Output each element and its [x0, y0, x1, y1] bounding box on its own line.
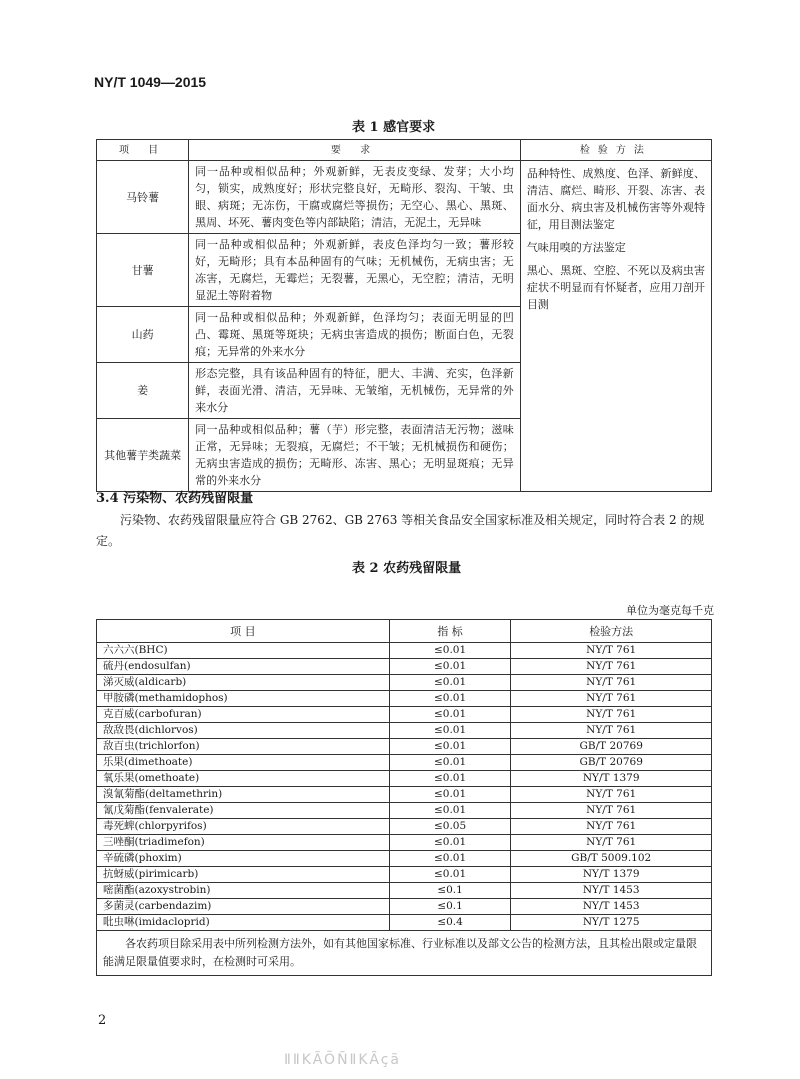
- pesticide-method: GB/T 5009.102: [511, 851, 712, 867]
- pesticide-method: NY/T 761: [511, 819, 712, 835]
- table-row: [97, 899, 712, 915]
- pesticide-method: NY/T 1275: [511, 915, 712, 931]
- pesticide-name: 三唑酮(triadimefon): [97, 835, 390, 851]
- pesticide-limit: ≤0.01: [389, 659, 511, 675]
- t1-requirement: 形态完整，具有该品种固有的特征，肥大、丰满、充实，色泽新鲜，表面光滑、清洁，无异味、无皱缩，无机械伤，无异常的外来水分: [189, 363, 521, 419]
- pesticide-method: NY/T 761: [511, 707, 712, 723]
- table-row: [97, 867, 712, 883]
- table-row: [97, 803, 712, 819]
- pesticide-name: 乐果(dimethoate): [97, 755, 390, 771]
- pesticide-limit: ≤0.01: [389, 787, 511, 803]
- pesticide-method: NY/T 1453: [511, 883, 712, 899]
- pesticide-limit: ≤0.01: [389, 723, 511, 739]
- pesticide-method: NY/T 1453: [511, 899, 712, 915]
- table-row: [97, 707, 712, 723]
- pesticide-limit: ≤0.4: [389, 915, 511, 931]
- pesticide-name: 氰戊菊酯(fenvalerate): [97, 803, 390, 819]
- t1-method-cell: [520, 161, 711, 492]
- pesticide-name: 溴氰菊酯(deltamethrin): [97, 787, 390, 803]
- pesticide-name: 毒死蜱(chlorpyrifos): [97, 819, 390, 835]
- pesticide-limit: ≤0.01: [389, 771, 511, 787]
- table-row: [97, 161, 712, 234]
- table-row: [97, 915, 712, 931]
- table-row: [97, 723, 712, 739]
- table-row: [97, 787, 712, 803]
- t1-method-visual: 品种特性、成熟度、色泽、新鲜度、清洁、腐烂、畸形、开裂、冻害、表面水分、病虫害及机械伤害等外观特征，用目测法鉴定: [526, 167, 705, 231]
- pesticide-method: NY/T 761: [511, 787, 712, 803]
- t1-method-smell: 气味用嗅的方法鉴定: [526, 241, 626, 254]
- t1-requirement: 同一品种或相似品种；外观新鲜，色泽均匀；表面无明显的凹凸、霉斑、黑斑等斑块；无病虫害造成的损伤；断面白色，无裂痕；无异常的外来水分: [189, 307, 521, 363]
- pesticide-method: NY/T 1379: [511, 867, 712, 883]
- t1-item: 马铃薯: [97, 161, 189, 234]
- pesticide-method: NY/T 761: [511, 643, 712, 659]
- pesticide-residue-table: [96, 619, 712, 976]
- pesticide-name: 抗蚜威(pirimicarb): [97, 867, 390, 883]
- t1-item: 姜: [97, 363, 189, 419]
- unit-label: 单位为毫克每千克: [626, 604, 714, 617]
- page-number: 2: [98, 1013, 107, 1028]
- pesticide-limit: ≤0.01: [389, 707, 511, 723]
- pesticide-name: 敌百虫(trichlorfon): [97, 739, 390, 755]
- table-row: [97, 771, 712, 787]
- sensory-requirements-table: [96, 139, 712, 492]
- t2-header-method: 检验方法: [511, 620, 712, 643]
- pesticide-limit: ≤0.05: [389, 819, 511, 835]
- table-row: [97, 691, 712, 707]
- standard-code: NY/T 1049—2015: [94, 74, 207, 90]
- pesticide-limit: ≤0.1: [389, 883, 511, 899]
- t1-header-method: 检验方法: [520, 140, 711, 161]
- pesticide-method: NY/T 761: [511, 659, 712, 675]
- table-note: 各农药项目除采用表中所列检测方法外，如有其他国家标准、行业标准以及部文公告的检测方法，且其检出限或定量限能满足限量值要求时，在检测时可采用。: [97, 931, 712, 976]
- pesticide-limit: ≤0.01: [389, 739, 511, 755]
- table-row: [97, 739, 712, 755]
- t2-header-item: 项 目: [97, 620, 390, 643]
- footer-watermark: ⅡⅡKÃÕÑⅡKÃçã: [284, 1052, 401, 1068]
- pesticide-limit: ≤0.01: [389, 851, 511, 867]
- pesticide-limit: ≤0.01: [389, 835, 511, 851]
- t1-requirement: 同一品种或相似品种；薯（芋）形完整，表面清洁无污物；滋味正常，无异味；无裂痕，无腐烂；不干皱；无机械损伤和硬伤；无病虫害造成的损伤；无畸形、冻害、黑心；无明显斑痕；无异常的外来水分: [189, 419, 521, 492]
- t2-header-limit: 指 标: [389, 620, 511, 643]
- pesticide-name: 吡虫啉(imidacloprid): [97, 915, 390, 931]
- t1-item: 其他薯芋类蔬菜: [97, 419, 189, 492]
- pesticide-limit: ≤0.1: [389, 899, 511, 915]
- pesticide-method: NY/T 761: [511, 803, 712, 819]
- pesticide-limit: ≤0.01: [389, 643, 511, 659]
- pesticide-method: NY/T 761: [511, 835, 712, 851]
- pesticide-method: NY/T 1379: [511, 771, 712, 787]
- table2-caption: 表 2 农药残留限量: [352, 561, 462, 576]
- pesticide-limit: ≤0.01: [389, 803, 511, 819]
- pesticide-name: 氧乐果(omethoate): [97, 771, 390, 787]
- pesticide-limit: ≤0.01: [389, 691, 511, 707]
- t1-item: 甘薯: [97, 234, 189, 307]
- table-note-row: [97, 931, 712, 976]
- pesticide-method: NY/T 761: [511, 691, 712, 707]
- t1-requirement: 同一品种或相似品种；外观新鲜，表皮色泽均匀一致；薯形较好，无畸形；具有本品种固有的气味；无机械伤，无病虫害；无冻害，无腐烂，无霉烂；无裂薯，无黑心，无空腔；清洁，无明显泥土等附着物: [189, 234, 521, 307]
- table-row: [97, 675, 712, 691]
- table-row: [97, 755, 712, 771]
- t1-requirement: 同一品种或相似品种；外观新鲜，无表皮变绿、发芽；大小均匀，锁实，成熟度好；形状完整良好，无畸形、裂沟、干皱、虫眼、病斑；无冻伤，干腐或腐烂等损伤；无空心、黑心、黑斑、黑周、坏死、薯肉变色等内部缺陷；清洁，无泥土，无异味: [189, 161, 521, 234]
- table-row: [97, 659, 712, 675]
- pesticide-name: 涕灭威(aldicarb): [97, 675, 390, 691]
- pesticide-name: 克百威(carbofuran): [97, 707, 390, 723]
- section-heading: 3.4 污染物、农药残留限量: [96, 491, 254, 506]
- pesticide-name: 六六六(BHC): [97, 643, 390, 659]
- pesticide-name: 甲胺磷(methamidophos): [97, 691, 390, 707]
- pesticide-method: GB/T 20769: [511, 755, 712, 771]
- table-row: [97, 851, 712, 867]
- table-row: [97, 883, 712, 899]
- t1-method-cut: 黑心、黑斑、空腔、不死以及病虫害症状不明显而有怀疑者，应用刀剖开目测: [526, 264, 705, 311]
- pesticide-method: NY/T 761: [511, 675, 712, 691]
- table1-caption: 表 1 感官要求: [352, 120, 436, 135]
- pesticide-limit: ≤0.01: [389, 755, 511, 771]
- pesticide-method: NY/T 761: [511, 723, 712, 739]
- t1-item: 山药: [97, 307, 189, 363]
- pesticide-method: GB/T 20769: [511, 739, 712, 755]
- pesticide-name: 嘧菌酯(azoxystrobin): [97, 883, 390, 899]
- table-row: [97, 819, 712, 835]
- pesticide-name: 辛硫磷(phoxim): [97, 851, 390, 867]
- section-text: 污染物、农药残留限量应符合 GB 2762、GB 2763 等相关食品安全国家标准及相关规定，同时符合表 2 的规定。: [96, 513, 705, 548]
- t1-header-item: 项 目: [97, 140, 189, 161]
- table-row: [97, 643, 712, 659]
- pesticide-limit: ≤0.01: [389, 675, 511, 691]
- table-row: [97, 835, 712, 851]
- pesticide-limit: ≤0.01: [389, 867, 511, 883]
- pesticide-name: 敌敌畏(dichlorvos): [97, 723, 390, 739]
- t1-header-requirement: 要 求: [189, 140, 521, 161]
- pesticide-name: 硫丹(endosulfan): [97, 659, 390, 675]
- pesticide-name: 多菌灵(carbendazim): [97, 899, 390, 915]
